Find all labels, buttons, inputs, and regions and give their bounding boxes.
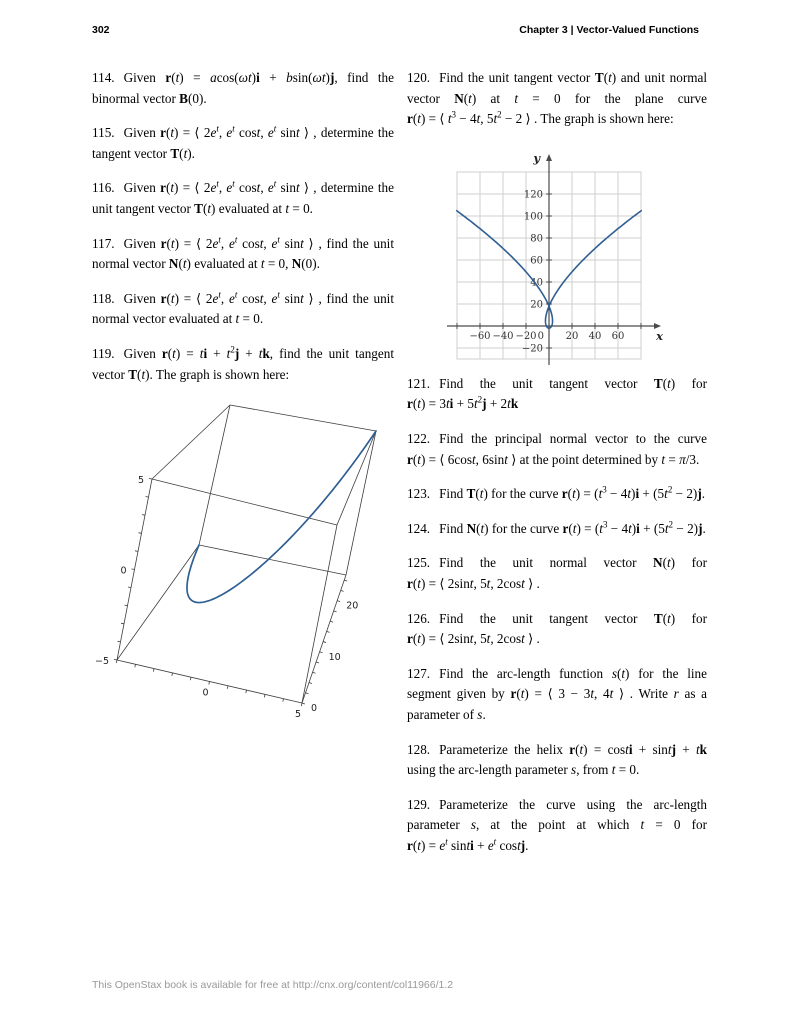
figure-2d-plane-curve	[417, 144, 707, 368]
svg-text:−40: −40	[492, 330, 514, 342]
exercise-120	[407, 68, 707, 130]
svg-text:−20: −20	[521, 343, 543, 355]
exercise-body: Find the unit normal vector N(t) for r(t) = ⟨ 2sint, 5t, 2cost ⟩ .	[407, 555, 707, 591]
exercise-body: Given r(t) = ⟨ $2e^t$, $e^t$ cost, $e^t$ sint ⟩ , determine the unit tangent vector T(t) evaluated at t = 0.	[92, 178, 394, 216]
exercise-number: 120.	[407, 70, 431, 85]
exercise-number: 119.	[92, 345, 115, 361]
exercise-body: Parameterize the curve using the arc-length parameter s, at the point at which t = 0 for $r(t) = e^t$ sinti + $e^t$ costj.	[407, 796, 707, 853]
exercise-number: 118.	[92, 290, 115, 306]
svg-text:20: 20	[530, 299, 543, 311]
exercise-number: 126.	[407, 610, 431, 626]
exercise-117	[92, 234, 394, 275]
exercise-125	[407, 553, 707, 594]
page-number: 302	[92, 24, 110, 36]
exercise-116	[92, 178, 394, 219]
svg-text:0: 0	[311, 703, 318, 715]
page-footer	[92, 979, 453, 991]
svg-text:0: 0	[202, 687, 209, 699]
svg-text:−20: −20	[515, 330, 537, 342]
svg-text:120: 120	[523, 189, 543, 201]
exercise-121	[407, 374, 707, 415]
exercise-number: 122.	[407, 430, 431, 446]
exercise-114	[92, 68, 394, 109]
svg-text:80: 80	[530, 233, 543, 245]
exercise-115	[92, 123, 394, 164]
3d-curve-plot	[85, 399, 397, 733]
exercise-body: Find the unit tangent vector T(t) and unit normal vector N(t) at t = 0 for the plane curve r(t) = ⟨ $t^3 - 4t$, $5t^2 - 2$ ⟩ . The graph is shown here:	[407, 70, 708, 127]
exercise-number: 117.	[92, 235, 115, 251]
exercise-123	[407, 484, 707, 505]
footer-text: This OpenStax book is available for free at http://cnx.org/content/col11966/1.2	[92, 979, 454, 991]
exercise-body: Parameterize the helix r(t) = costi + sintj + tk using the arc-length parameter s, from t = 0.	[407, 741, 708, 778]
svg-text:0: 0	[537, 330, 544, 342]
chapter-title: Chapter 3 | Vector-Valued Functions	[519, 24, 699, 36]
svg-text:0: 0	[120, 565, 127, 577]
exercise-number: 127.	[407, 665, 431, 681]
exercise-body: Given r(t) = ⟨ $2e^t$, $e^t$ cost, $e^t$ sint ⟩ , find the unit normal vector evaluated at t = 0.	[92, 289, 395, 327]
svg-text:−60: −60	[469, 330, 491, 342]
svg-text:60: 60	[530, 255, 543, 267]
exercise-128	[407, 740, 707, 781]
exercise-body: Find the arc-length function s(t) for the line segment given by r(t) = ⟨ 3 − 3t, 4t ⟩ . Write r as a parameter of s.	[407, 665, 707, 722]
exercise-number: 125.	[407, 555, 431, 571]
svg-text:20: 20	[565, 330, 579, 342]
exercise-124	[407, 519, 707, 540]
svg-text:40: 40	[588, 330, 602, 342]
exercise-number: 116.	[92, 180, 115, 196]
svg-text:5: 5	[294, 709, 302, 721]
exercise-118	[92, 289, 394, 330]
exercise-body: Given r(t) = acos(ωt)i + bsin(ωt)j, find the binormal vector B(0).	[92, 70, 394, 106]
svg-text:−5: −5	[94, 656, 109, 668]
exercise-122	[407, 429, 707, 470]
2d-curve-plot	[417, 144, 685, 368]
exercise-body: Given r(t) = ti + $t^2j$ + tk, find the unit tangent vector T(t). The graph is shown here:	[92, 344, 394, 382]
exercise-126	[407, 609, 707, 650]
svg-text:y: y	[533, 150, 540, 165]
exercise-number: 121.	[407, 375, 431, 391]
exercise-body: Find the principal normal vector to the curve r(t) = ⟨ 6cost, 6sint ⟩ at the point determined by t = π/3.	[407, 430, 707, 467]
exercise-body: Given r(t) = ⟨ $2e^t$, $e^t$ cost, $e^t$ sint ⟩ , find the unit normal vector N(t) evaluated at t = 0, N(0).	[92, 234, 395, 272]
exercise-number: 128.	[407, 741, 431, 757]
exercise-body: Find the unit tangent vector T(t) for r(t) = ⟨ 2sint, 5t, 2cost ⟩ .	[407, 610, 707, 647]
exercise-body: Given r(t) = ⟨ $2e^t$, $e^t$ cost, $e^t$ sint ⟩ , determine the tangent vector T(t).	[92, 123, 394, 161]
svg-text:x: x	[656, 328, 663, 343]
exercise-number: 114.	[92, 70, 115, 85]
svg-text:10: 10	[328, 651, 341, 663]
exercise-129	[407, 795, 707, 857]
svg-text:40: 40	[530, 277, 543, 289]
svg-text:60: 60	[611, 330, 625, 342]
svg-text:20: 20	[346, 600, 359, 612]
exercise-127	[407, 664, 707, 726]
exercise-number: 115.	[92, 125, 115, 141]
exercise-body: Find N(t) for the curve $r(t) = (t^3 - 4t)i + (5t^2 - 2)j$.	[439, 519, 706, 536]
exercise-number: 123.	[407, 486, 431, 502]
svg-text:100: 100	[523, 211, 543, 223]
svg-text:5: 5	[137, 475, 144, 487]
exercise-number: 124.	[407, 520, 431, 536]
right-column	[407, 68, 707, 870]
figure-3d-space-curve	[85, 399, 394, 733]
exercise-number: 129.	[407, 796, 431, 812]
exercise-body: Find T(t) for the curve $r(t) = (t^3 - 4t)i + (5t^2 - 2)j$.	[439, 484, 706, 502]
left-column	[92, 68, 394, 743]
page-header	[92, 24, 699, 40]
exercise-body: Find the unit tangent vector T(t) for $r(t) = 3ti + 5t^2j + 2tk$	[407, 375, 707, 412]
exercise-119	[92, 344, 394, 385]
